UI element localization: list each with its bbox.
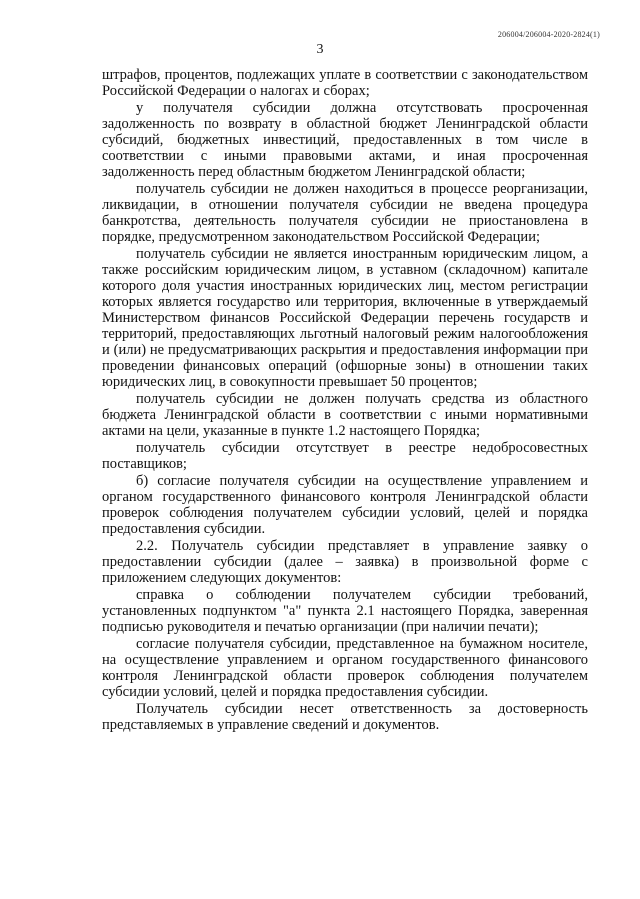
document-id: 206004/206004-2020-2824(1) — [497, 30, 600, 39]
paragraph: справка о соблюдении получателем субсидии требований, установленных подпунктом "а" пункта 2.1 настоящего Порядка, заверенная подписью руководителя и печатью организации (при наличии печати); — [102, 587, 588, 635]
paragraph: получатель субсидии не является иностранным юридическим лицом, а также российским юридическим лицом, в уставном (складочном) капитале которого доля участия иностранных юридических лиц, местом регистрации которых является государство или территория, включенные в утверждаемый Министерством финансов Российской Федерации перечень государств и территорий, предоставляющих льготный налоговый режим налогообложения и (или) не предусматривающих раскрытия и предоставления информации при проведении финансовых операций (офшорные зоны) в отношении таких юридических лиц, в совокупности превышает 50 процентов; — [102, 246, 588, 390]
paragraph: штрафов, процентов, подлежащих уплате в соответствии с законодательством Российской Федерации о налогах и сборах; — [102, 67, 588, 99]
paragraph: получатель субсидии отсутствует в реестре недобросовестных поставщиков; — [102, 440, 588, 472]
paragraph: 2.2. Получатель субсидии представляет в управление заявку о предоставлении субсидии (далее – заявка) в произвольной форме с приложением следующих документов: — [102, 538, 588, 586]
paragraph: Получатель субсидии несет ответственность за достоверность представляемых в управление сведений и документов. — [102, 701, 588, 733]
paragraph: б) согласие получателя субсидии на осуществление управлением и органом государственного финансового контроля Ленинградской области проверок соблюдения получателем субсидии условий, целей и порядка предоставления субсидии. — [102, 473, 588, 537]
paragraph: у получателя субсидии должна отсутствовать просроченная задолженность по возврату в областной бюджет Ленинградской области субсидий, бюджетных инвестиций, предоставленных в том числе в соответствии с иными правовыми актами, и иная просроченная задолженность перед областным бюджетом Ленинградской области; — [102, 100, 588, 180]
paragraph: согласие получателя субсидии, представленное на бумажном носителе, на осуществление управлением и органом государственного финансового контроля Ленинградской области проверок соблюдения получателем субсидии условий, целей и порядка предоставления субсидии. — [102, 636, 588, 700]
page-number: 3 — [316, 42, 324, 57]
document-body — [102, 67, 588, 734]
paragraph: получатель субсидии не должен получать средства из областного бюджета Ленинградской области в соответствии с иными нормативными актами на цели, указанные в пункте 1.2 настоящего Порядка; — [102, 391, 588, 439]
paragraph: получатель субсидии не должен находиться в процессе реорганизации, ликвидации, в отношении получателя субсидии не введена процедура банкротства, деятельность получателя субсидии не приостановлена в порядке, предусмотренном законодательством Российской Федерации; — [102, 181, 588, 245]
